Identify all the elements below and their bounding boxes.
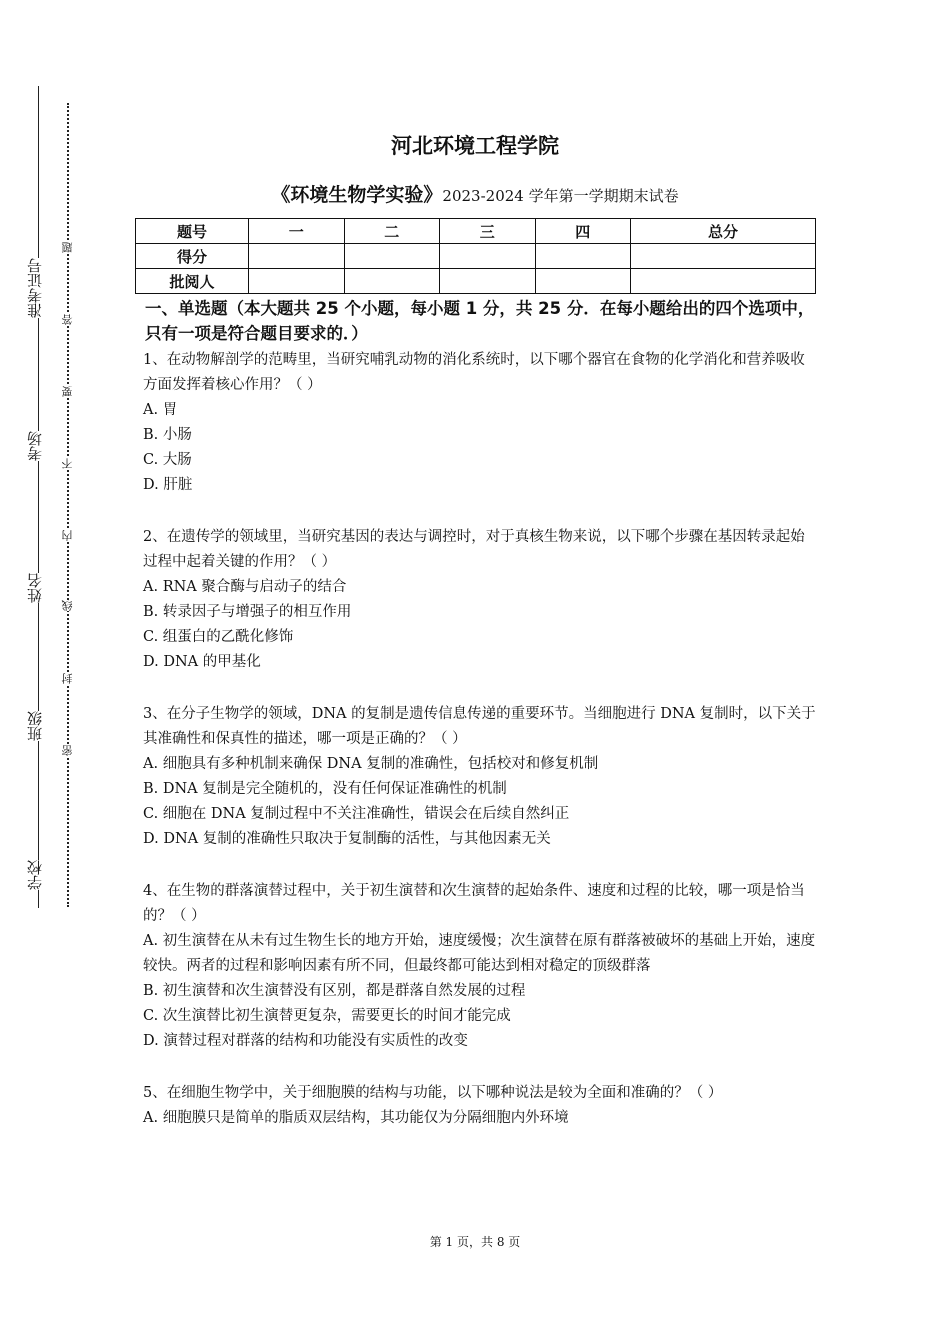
question-text: 3、在分子生物学的领域，DNA 的复制是遗传信息传递的重要环节。当细胞进行 DNA 复制时，以下关于其准确性和保真性的描述，哪一项是正确的？（ ） [143,706,816,747]
score-table-header: 三 [440,219,536,244]
score-table-row [136,269,816,294]
field-name: 姓名 [22,573,48,603]
score-row-label: 得分 [136,244,249,269]
score-table [135,218,816,294]
score-cell[interactable] [535,244,631,269]
question-text: 1、在动物解剖学的范畴里，当研究哺乳动物的消化系统时，以下哪个器官在食物的化学消化和营养吸收方面发挥着核心作用？（ ） [143,352,805,393]
reviewer-cell[interactable] [631,269,816,294]
reviewer-cell[interactable] [249,269,345,294]
option: D. 肝脏 [143,477,193,493]
option: B. DNA 复制是完全随机的，没有任何保证准确性的机制 [143,781,507,797]
field-ticket-number: 准考证号 [22,258,48,318]
reviewer-cell[interactable] [440,269,536,294]
seal-word: 封 [59,673,77,684]
score-table-header: 总分 [631,219,816,244]
reviewer-cell[interactable] [535,269,631,294]
score-cell[interactable] [344,244,440,269]
score-table-header: 题号 [136,219,249,244]
score-table-header: 二 [344,219,440,244]
question-4 [143,879,819,1054]
field-class: 班级 [22,711,48,741]
page-number: 第 1 页，共 8 页 [429,1235,521,1249]
seal-word: 要 [59,386,77,397]
option: D. DNA 的甲基化 [143,654,261,670]
score-cell[interactable] [249,244,345,269]
field-exam-room: 考场 [22,431,48,461]
term-label: 2023-2024 学年第一学期期末试卷 [442,187,679,205]
score-cell[interactable] [440,244,536,269]
option: A. 细胞具有多种机制来确保 DNA 复制的准确性，包括校对和修复机制 [143,756,599,772]
option: D. DNA 复制的准确性只取决于复制酶的活性，与其他因素无关 [143,831,551,847]
score-table-row [136,244,816,269]
binding-line-dotted [67,103,69,907]
score-table-header: 一 [249,219,345,244]
score-row-label: 批阅人 [136,269,249,294]
option: B. 初生演替和次生演替没有区别，都是群落自然发展的过程 [143,983,526,999]
reviewer-cell[interactable] [344,269,440,294]
school-title: 河北环境工程学院 [391,134,559,158]
option: A. 细胞膜只是简单的脂质双层结构，其功能仅为分隔细胞内外环境 [143,1110,569,1126]
question-2 [143,525,819,675]
option: C. 组蛋白的乙酰化修饰 [143,629,294,645]
option: D. 演替过程对群落的结构和功能没有实质性的改变 [143,1033,468,1049]
seal-word: 内 [59,530,77,541]
exam-content [143,296,819,1131]
option: C. 次生演替比初生演替更复杂，需要更长的时间才能完成 [143,1008,511,1024]
option: A. 初生演替在从未有过生物生长的地方开始，速度缓慢；次生演替在原有群落被破坏的基础上开始，速度较快。两者的过程和影响因素有所不同，但最终都可能达到相对稳定的顶级群落 [143,933,816,974]
seal-word: 不 [59,458,77,469]
option: B. 转录因子与增强子的相互作用 [143,604,352,620]
question-5 [143,1081,819,1131]
option: A. 胃 [143,402,178,418]
score-table-header: 四 [535,219,631,244]
binding-line-solid [38,86,39,908]
course-title: 《环境生物学实验》 [271,184,443,206]
exam-subtitle [0,180,950,207]
seal-word: 线 [59,600,77,611]
question-3 [143,702,819,852]
score-cell[interactable] [631,244,816,269]
section-heading: 一、单选题（本大题共 25 个小题，每小题 1 分，共 25 分．在每小题给出的四个选项中，只有一项是符合题目要求的．） [145,299,815,343]
option: A. RNA 聚合酶与启动子的结合 [143,579,347,595]
option: C. 细胞在 DNA 复制过程中不关注准确性，错误会在后续自然纠正 [143,806,570,822]
seal-word: 答 [59,314,77,325]
option: C. 大肠 [143,452,192,468]
field-school: 学校 [22,860,48,890]
question-text: 4、在生物的群落演替过程中，关于初生演替和次生演替的起始条件、速度和过程的比较，哪一项是恰当的？（ ） [143,883,805,924]
score-table-header-row [136,219,816,244]
question-text: 5、在细胞生物学中，关于细胞膜的结构与功能，以下哪种说法是较为全面和准确的？（ ） [143,1085,723,1101]
seal-word: 题 [59,242,77,253]
question-text: 2、在遗传学的领域里，当研究基因的表达与调控时，对于真核生物来说，以下哪个步骤在基因转录起始过程中起着关键的作用？（ ） [143,529,805,570]
option: B. 小肠 [143,427,192,443]
seal-word: 密 [59,745,77,756]
question-1 [143,348,819,498]
